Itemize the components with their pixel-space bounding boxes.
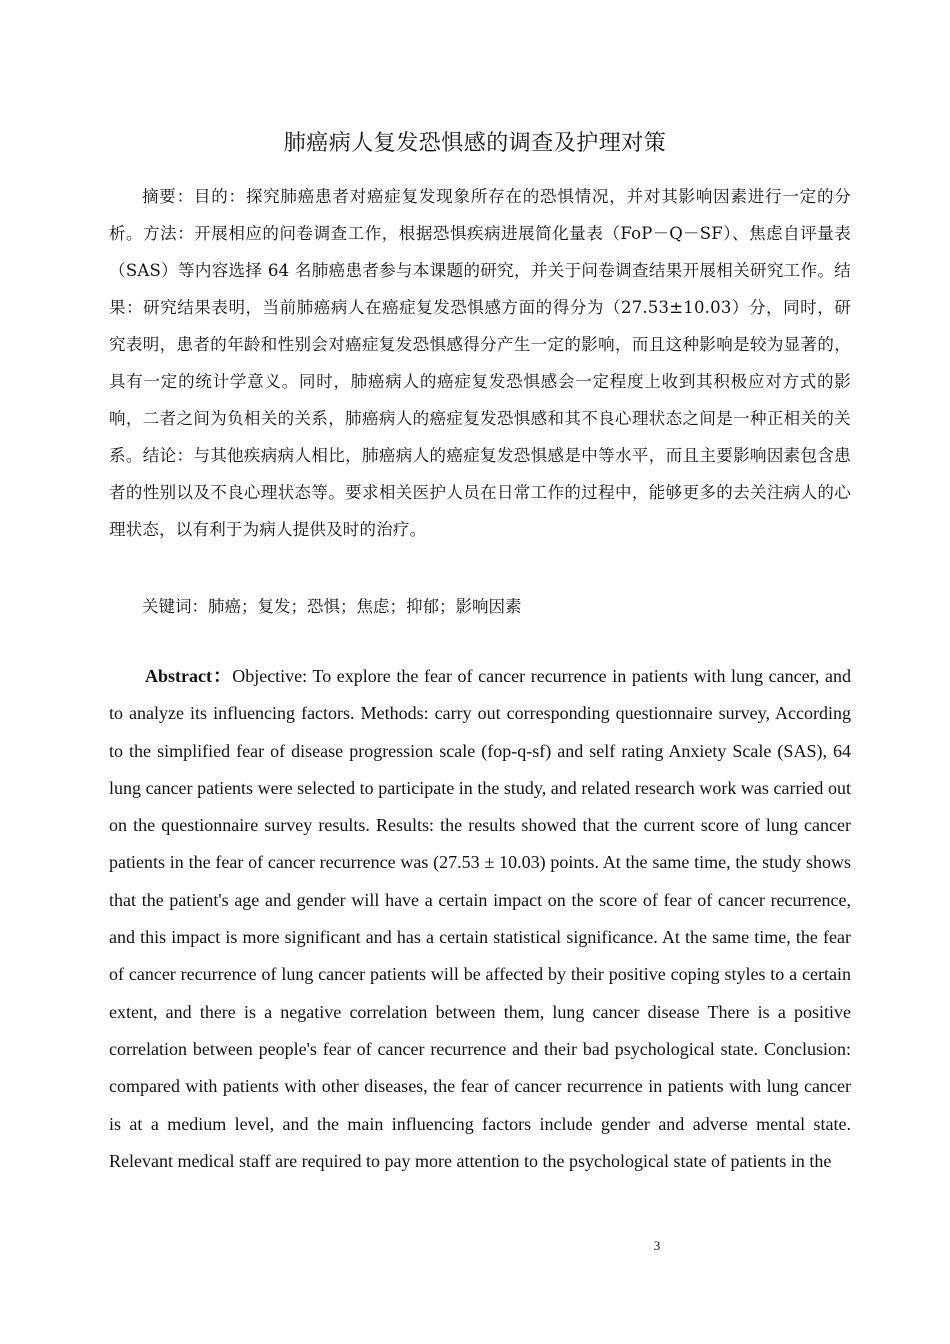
english-abstract-label: Abstract： [145, 666, 233, 686]
chinese-abstract [109, 178, 851, 548]
chinese-abstract-label: 摘要： [142, 187, 194, 206]
english-abstract-text: Objective: To explore the fear of cancer recurrence in patients with lung cancer, and to analyze its influencing factors. Methods: carry out corresponding questionnaire survey, According to the simplified fear of disease progression scale (fop-q-sf) and self rating Anxiety Scale (SAS), 64 lung cancer patients were selected to participate in the study, and related research work was carried out on the questionnaire survey results. Results: the results showed that the current score of lung cancer patients in the fear of cancer recurrence was (27.53 ± 10.03) points. At the same time, the study shows that the patient's age and gender will have a certain impact on the score of fear of cancer recurrence, and this impact is more significant and has a certain statistical significance. At the same time, the fear of cancer recurrence of lung cancer patients will be affected by their positive coping styles to a certain extent, and there is a negative correlation between them, lung cancer disease There is a positive correlation between people's fear of cancer recurrence and their bad psychological state. Conclusion: compared with patients with other diseases, the fear of cancer recurrence in patients with lung cancer is at a medium level, and the main influencing factors include gender and adverse mental state. Relevant medical staff are required to pay more attention to the psychological state of patients in the [109, 666, 851, 1171]
english-abstract [109, 658, 851, 1180]
chinese-abstract-text: 目的：探究肺癌患者对癌症复发现象所存在的恐惧情况，并对其影响因素进行一定的分析。方法：开展相应的问卷调查工作，根据恐惧疾病进展简化量表（FoP－Q－SF）、焦虑自评量表（SAS）等内容选择 64 名肺癌患者参与本课题的研究，并关于问卷调查结果开展相关研究工作。结果：研究结果表明，当前肺癌病人在癌症复发恐惧感方面的得分为（27.53±10.03）分，同时，研究表明，患者的年龄和性别会对癌症复发恐惧感得分产生一定的影响，而且这种影响是较为显著的，具有一定的统计学意义。同时，肺癌病人的癌症复发恐惧感会一定程度上收到其积极应对方式的影响，二者之间为负相关的关系，肺癌病人的癌症复发恐惧感和其不良心理状态之间是一种正相关的关系。结论：与其他疾病病人相比，肺癌病人的癌症复发恐惧感是中等水平，而且主要影响因素包含患者的性别以及不良心理状态等。要求相关医护人员在日常工作的过程中，能够更多的去关注病人的心理状态，以有利于为病人提供及时的治疗。 [109, 187, 851, 539]
chinese-keywords [109, 588, 851, 625]
chinese-keywords-text: 肺癌；复发；恐惧；焦虑；抑郁；影响因素 [208, 597, 522, 616]
paper-title: 肺癌病人复发恐惧感的调查及护理对策 [283, 131, 667, 156]
chinese-keywords-label: 关键词： [142, 597, 208, 616]
page-number: 3 [653, 1238, 661, 1253]
